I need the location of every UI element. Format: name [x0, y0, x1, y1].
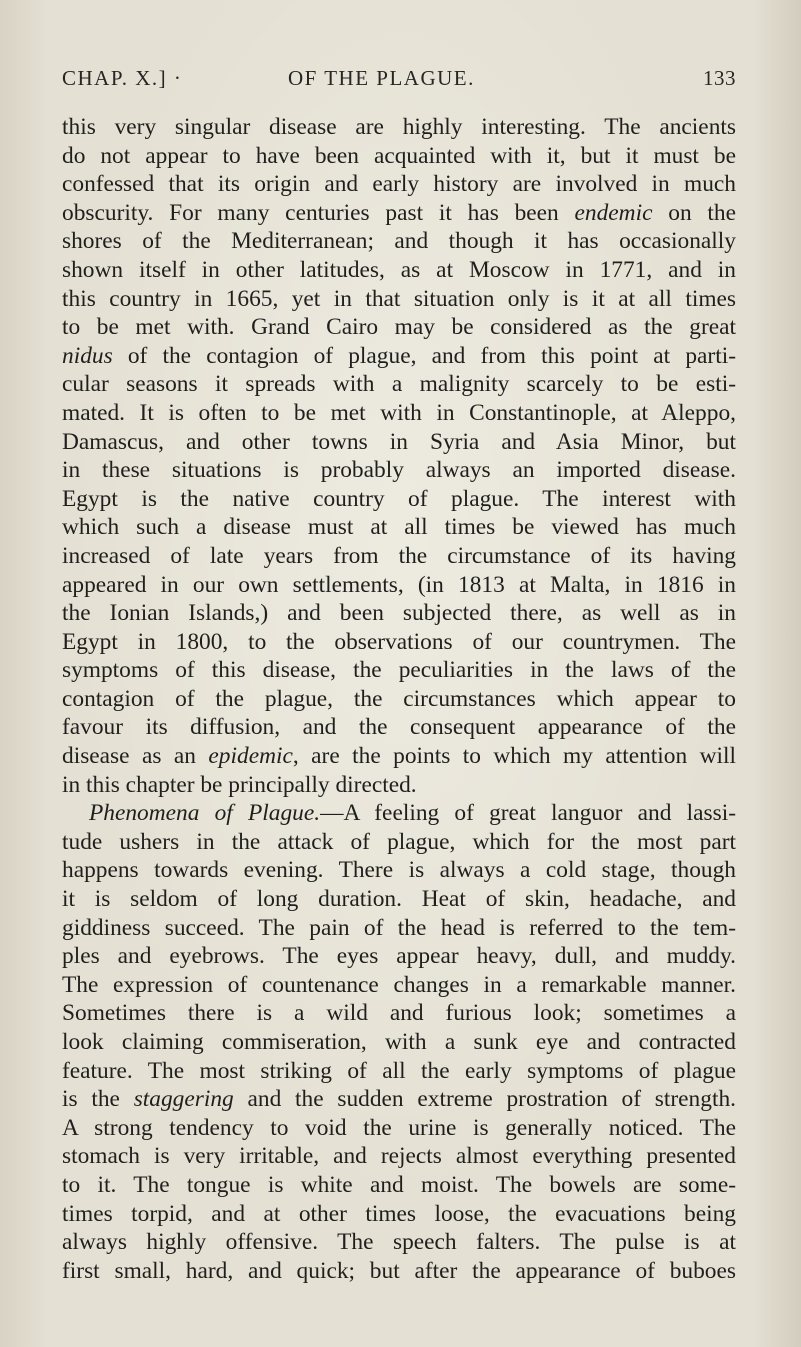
italic-text: endemic	[574, 199, 653, 226]
text-line	[62, 199, 736, 228]
text-run: symptoms of this disease, the peculiarities in the laws of the	[62, 657, 736, 684]
text-run: in this chapter be principally directed.	[62, 771, 417, 798]
text-run: cular seasons it spreads with a malignity scarcely to be esti-	[62, 371, 736, 398]
text-run: giddiness succeed. The pain of the head is referred to the tem-	[62, 914, 736, 941]
text-run: is the	[62, 1086, 134, 1113]
text-run: on the	[652, 199, 736, 226]
text-line	[62, 170, 736, 199]
text-run: —A feeling of great languor and lassi-	[320, 800, 736, 827]
text-run: Egypt in 1800, to the observations of our countrymen. The	[62, 628, 736, 655]
text-line	[62, 513, 736, 542]
text-line	[62, 713, 736, 742]
text-line	[62, 1228, 736, 1257]
text-line	[62, 685, 736, 714]
page-number: 133	[703, 66, 736, 90]
text-run: mated. It is often to be met with in Constantinople, at Aleppo,	[62, 399, 736, 426]
text-line	[62, 999, 736, 1028]
text-run: appeared in our own settlements, (in 1813 at Malta, in 1816 in	[62, 571, 736, 598]
text-line	[62, 1200, 736, 1229]
text-line	[62, 113, 736, 142]
text-run: stomach is very irritable, and rejects almost everything presented	[62, 1143, 736, 1170]
italic-text: epidemic	[208, 743, 293, 770]
text-line	[62, 628, 736, 657]
text-run: and the sudden extreme prostration of strength.	[233, 1086, 736, 1113]
text-line	[62, 799, 736, 828]
text-run: obscurity. For many centuries past it has been	[62, 199, 575, 226]
text-line	[62, 1142, 736, 1171]
text-line	[62, 1085, 736, 1114]
text-run: Damascus, and other towns in Syria and Asia Minor, but	[62, 428, 736, 455]
text-run: the Ionian Islands,) and been subjected there, as well as in	[62, 600, 736, 627]
text-run: confessed that its origin and early history are involved in much	[62, 171, 736, 198]
text-run: to it. The tongue is white and moist. The bowels are some-	[62, 1171, 736, 1198]
text-line	[62, 142, 736, 171]
text-line	[62, 656, 736, 685]
italic-text: staggering	[133, 1086, 234, 1113]
text-line	[62, 599, 736, 628]
text-line	[62, 1171, 736, 1200]
text-run: , are the points to which my attention will	[292, 743, 736, 770]
text-line	[62, 285, 736, 314]
text-line	[62, 399, 736, 428]
italic-text: Phenomena of Plague.	[89, 800, 321, 827]
text-run: Sometimes there is a wild and furious look; sometimes a	[62, 1000, 736, 1027]
text-run: ples and eyebrows. The eyes appear heavy, dull, and muddy.	[62, 943, 736, 970]
text-line	[62, 456, 736, 485]
text-run: shores of the Mediterranean; and though it has occasionally	[62, 228, 736, 255]
text-run: this very singular disease are highly interesting. The ancients	[62, 114, 736, 140]
text-line	[62, 342, 736, 371]
text-run: do not appear to have been acquainted with it, but it must be	[62, 142, 736, 169]
text-run: happens towards evening. There is always a cold stage, though	[62, 857, 736, 884]
text-run: always highly offensive. The speech falters. The pulse is at	[62, 1229, 736, 1256]
text-run: The expression of countenance changes in a remarkable manner.	[62, 971, 736, 998]
text-line	[62, 485, 736, 514]
text-line	[62, 742, 736, 771]
text-run: which such a disease must at all times be viewed has much	[62, 514, 736, 541]
text-line	[62, 1257, 736, 1286]
text-line	[62, 227, 736, 256]
text-run: it is seldom of long duration. Heat of skin, headache, and	[62, 886, 736, 913]
text-line	[62, 914, 736, 943]
body-text	[62, 113, 736, 1285]
text-run: feature. The most striking of all the early symptoms of plague	[62, 1057, 736, 1084]
text-run: disease as an	[62, 743, 209, 770]
text-run: tude ushers in the attack of plague, which for the most part	[62, 828, 736, 855]
text-run: shown itself in other latitudes, as at Moscow in 1771, and in	[62, 256, 736, 283]
text-run: increased of late years from the circumstance of its having	[62, 542, 736, 569]
text-run: favour its diffusion, and the consequent appearance of the	[62, 714, 736, 741]
text-run: in these situations is probably always an imported disease.	[62, 457, 736, 484]
text-run: A strong tendency to void the urine is generally noticed. The	[62, 1114, 736, 1141]
running-title: OF THE PLAGUE.	[288, 66, 475, 90]
chapter-label: CHAP. X.] ·	[62, 66, 183, 90]
text-line	[62, 428, 736, 457]
text-line	[62, 828, 736, 857]
text-line	[62, 571, 736, 600]
text-line	[62, 1057, 736, 1086]
text-run: Egypt is the native country of plague. The interest with	[62, 485, 736, 512]
italic-text: nidus	[62, 342, 113, 369]
text-line	[62, 313, 736, 342]
text-line	[62, 1114, 736, 1143]
text-line	[62, 542, 736, 571]
text-run: contagion of the plague, the circumstances which appear to	[62, 685, 736, 712]
text-line	[62, 971, 736, 1000]
text-line	[62, 856, 736, 885]
text-run: to be met with. Grand Cairo may be considered as the great	[62, 314, 736, 341]
text-run: first small, hard, and quick; but after the appearance of buboes	[62, 1257, 736, 1284]
text-line	[62, 1028, 736, 1057]
text-line	[62, 942, 736, 971]
text-run: of the contagion of plague, and from this point at parti-	[112, 342, 736, 369]
text-line	[62, 370, 736, 399]
running-head	[60, 66, 736, 96]
text-line	[62, 256, 736, 285]
text-run: this country in 1665, yet in that situation only is it at all times	[62, 285, 736, 312]
text-run: times torpid, and at other times loose, the evacuations being	[62, 1200, 736, 1227]
text-line	[62, 771, 736, 800]
text-run: look claiming commiseration, with a sunk eye and contracted	[62, 1029, 736, 1055]
text-line	[62, 885, 736, 914]
